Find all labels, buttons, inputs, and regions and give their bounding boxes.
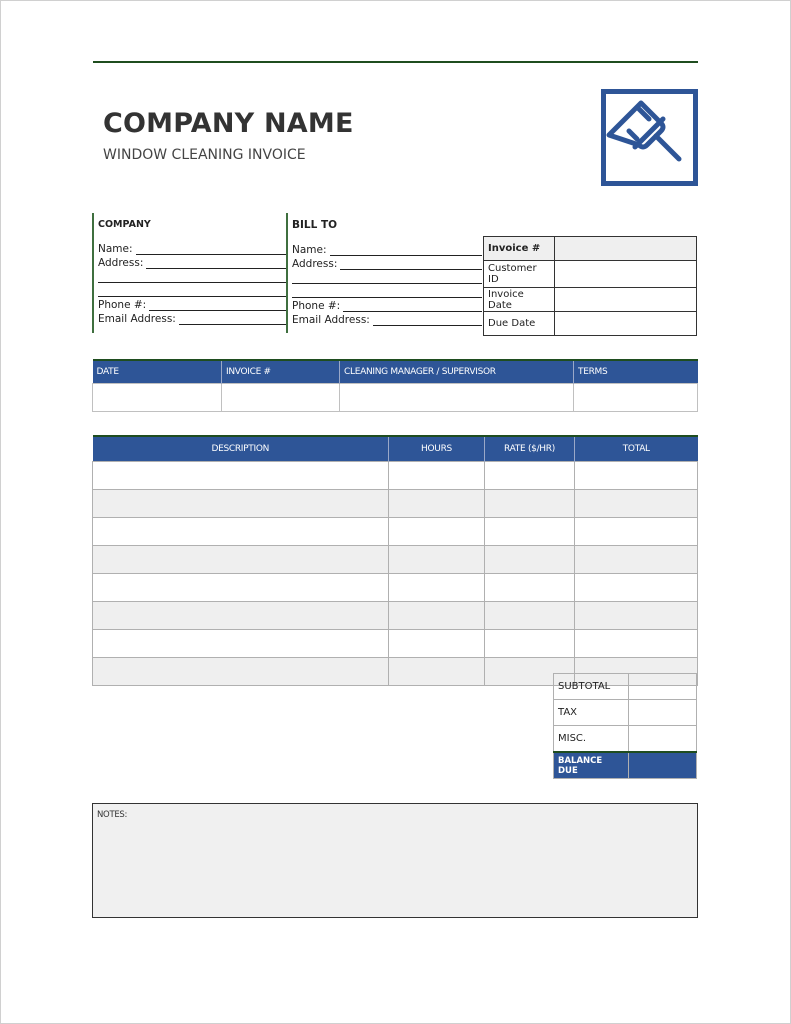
invoice-info-table	[483, 236, 697, 336]
description-column-header: DESCRIPTION	[93, 436, 389, 462]
hours-cell[interactable]	[389, 462, 485, 490]
description-cell[interactable]	[93, 490, 389, 518]
tax-value[interactable]	[629, 700, 697, 726]
subtotal-value[interactable]	[629, 674, 697, 700]
invoice-number-row	[484, 237, 697, 261]
company-address-field[interactable]	[98, 255, 288, 269]
notes-field[interactable]	[92, 803, 698, 918]
subtotal-row	[554, 674, 697, 700]
rate-cell[interactable]	[485, 518, 575, 546]
customer-id-label: Customer ID	[484, 261, 555, 288]
company-name: COMPANY NAME	[103, 108, 354, 139]
company-address-line-2[interactable]	[98, 269, 288, 283]
date-column-header: DATE	[93, 360, 222, 384]
invoice-number-column-header: INVOICE #	[222, 360, 340, 384]
subtotal-label: SUBTOTAL	[554, 674, 629, 700]
bill-to-address-line-2[interactable]	[292, 270, 482, 284]
total-cell[interactable]	[575, 490, 698, 518]
invoice-number-label: Invoice #	[484, 237, 555, 261]
hours-cell[interactable]	[389, 518, 485, 546]
cleaning-manager-cell[interactable]	[340, 384, 574, 412]
total-cell[interactable]	[575, 574, 698, 602]
company-phone-label: Phone #:	[98, 299, 147, 311]
top-divider	[93, 61, 698, 63]
invoice-date-label: Invoice Date	[484, 288, 555, 312]
hours-cell[interactable]	[389, 630, 485, 658]
table-row	[93, 574, 698, 602]
table-row	[93, 630, 698, 658]
total-column-header: TOTAL	[575, 436, 698, 462]
total-cell[interactable]	[575, 518, 698, 546]
total-cell[interactable]	[575, 462, 698, 490]
misc-row	[554, 726, 697, 753]
bill-to-email-field[interactable]	[292, 312, 482, 326]
invoice-date-row	[484, 288, 697, 312]
rate-cell[interactable]	[485, 546, 575, 574]
invoice-meta-table	[92, 359, 698, 412]
rate-cell[interactable]	[485, 630, 575, 658]
company-heading: COMPANY	[98, 219, 151, 230]
bill-to-address-line-3[interactable]	[292, 284, 482, 298]
meta-header-row	[93, 360, 698, 384]
tax-label: TAX	[554, 700, 629, 726]
description-cell[interactable]	[93, 546, 389, 574]
description-cell[interactable]	[93, 602, 389, 630]
hours-cell[interactable]	[389, 546, 485, 574]
table-row	[93, 546, 698, 574]
invoice-number-cell[interactable]	[222, 384, 340, 412]
customer-id-value[interactable]	[555, 261, 697, 288]
hours-cell[interactable]	[389, 602, 485, 630]
description-cell[interactable]	[93, 518, 389, 546]
rate-cell[interactable]	[485, 490, 575, 518]
terms-column-header: TERMS	[574, 360, 698, 384]
table-row	[93, 602, 698, 630]
notes-label: NOTES:	[97, 810, 128, 820]
bill-to-address-field[interactable]	[292, 256, 482, 270]
totals-table	[553, 673, 697, 779]
hours-cell[interactable]	[389, 574, 485, 602]
invoice-number-value[interactable]	[555, 237, 697, 261]
description-cell[interactable]	[93, 630, 389, 658]
description-cell[interactable]	[93, 658, 389, 686]
cleaning-manager-column-header: CLEANING MANAGER / SUPERVISOR	[340, 360, 574, 384]
bill-to-address-label: Address:	[292, 258, 338, 270]
company-address-line-3[interactable]	[98, 283, 288, 297]
total-cell[interactable]	[575, 546, 698, 574]
document-title: WINDOW CLEANING INVOICE	[103, 147, 306, 163]
rate-cell[interactable]	[485, 574, 575, 602]
company-name-label: Name:	[98, 243, 133, 255]
rate-cell[interactable]	[485, 602, 575, 630]
balance-due-row	[554, 752, 697, 779]
bill-to-email-label: Email Address:	[292, 314, 370, 326]
description-cell[interactable]	[93, 462, 389, 490]
invoice-date-value[interactable]	[555, 288, 697, 312]
company-address-label: Address:	[98, 257, 144, 269]
table-row	[93, 518, 698, 546]
description-cell[interactable]	[93, 574, 389, 602]
balance-due-value[interactable]	[629, 752, 697, 779]
hours-cell[interactable]	[389, 658, 485, 686]
items-header-row	[93, 436, 698, 462]
company-phone-field[interactable]	[98, 297, 288, 311]
company-name-field[interactable]	[98, 241, 288, 255]
hours-cell[interactable]	[389, 490, 485, 518]
bill-to-heading: BILL TO	[292, 219, 338, 231]
hours-column-header: HOURS	[389, 436, 485, 462]
customer-id-row	[484, 261, 697, 288]
bill-to-block	[286, 213, 482, 333]
bill-to-phone-label: Phone #:	[292, 300, 341, 312]
company-email-field[interactable]	[98, 311, 288, 325]
misc-label: MISC.	[554, 726, 629, 753]
tax-row	[554, 700, 697, 726]
line-items-table	[92, 435, 698, 686]
misc-value[interactable]	[629, 726, 697, 753]
due-date-label: Due Date	[484, 312, 555, 336]
company-address-block	[92, 213, 288, 333]
terms-cell[interactable]	[574, 384, 698, 412]
bill-to-name-field[interactable]	[292, 242, 482, 256]
company-email-label: Email Address:	[98, 313, 176, 325]
due-date-row	[484, 312, 697, 336]
date-cell[interactable]	[93, 384, 222, 412]
table-row	[93, 490, 698, 518]
total-cell[interactable]	[575, 630, 698, 658]
rate-column-header: RATE ($/HR)	[485, 436, 575, 462]
bill-to-name-label: Name:	[292, 244, 327, 256]
due-date-value[interactable]	[555, 312, 697, 336]
table-row	[93, 462, 698, 490]
bill-to-phone-field[interactable]	[292, 298, 482, 312]
balance-due-label: BALANCE DUE	[554, 752, 629, 779]
squeegee-icon	[601, 89, 698, 186]
total-cell[interactable]	[575, 602, 698, 630]
meta-value-row	[93, 384, 698, 412]
rate-cell[interactable]	[485, 462, 575, 490]
